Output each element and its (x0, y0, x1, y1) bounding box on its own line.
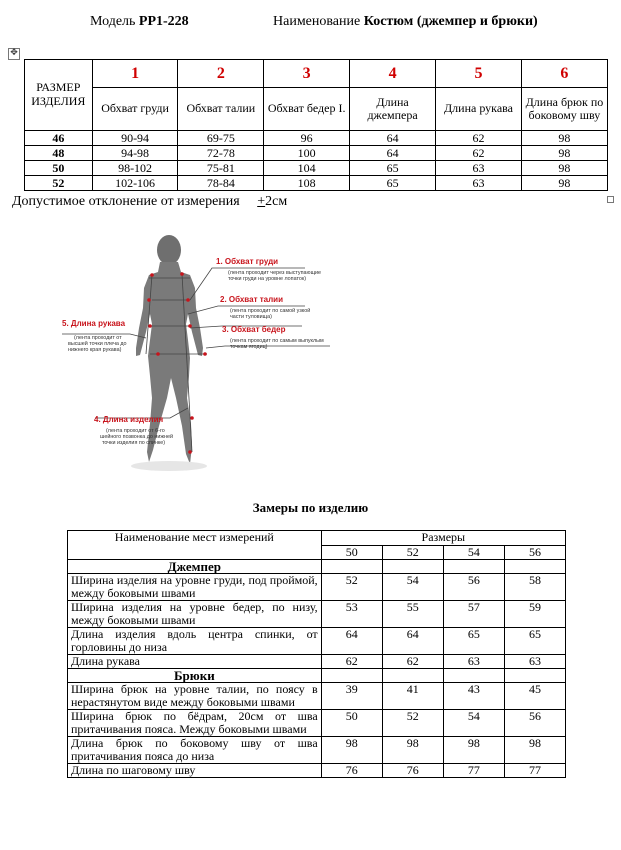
tolerance-text: Допустимое отклонение от измерения (12, 194, 240, 209)
cell: 43 (443, 683, 504, 710)
size-table (24, 59, 608, 191)
cell: 77 (443, 764, 504, 778)
col-label-3: Обхват бедер I. (264, 88, 350, 131)
cell: 98-102 (92, 161, 178, 176)
cell: 64 (321, 628, 382, 655)
col-label-4: Длина джемпера (350, 88, 436, 131)
cell: 62 (321, 655, 382, 669)
label-waist-desc: (лента проходит по самой узкой (230, 308, 311, 314)
label-chest-desc: (лента проходит через выступающие (228, 270, 322, 276)
cell: 56 (443, 574, 504, 601)
measure-lines (62, 268, 330, 452)
cell: 62 (436, 131, 522, 146)
cell: 63 (436, 161, 522, 176)
cell: 104 (264, 161, 350, 176)
size-col: 54 (443, 545, 504, 560)
label-hips-title: 3. Обхват бедер (222, 325, 286, 334)
cell: 45 (504, 683, 565, 710)
cell: 64 (350, 131, 436, 146)
tolerance-value: 2см (265, 194, 288, 209)
col-label-2: Обхват талии (178, 88, 264, 131)
cell: 62 (436, 146, 522, 161)
group-jumper: Джемпер (68, 560, 322, 574)
cell: 63 (436, 176, 522, 191)
table-row (68, 710, 566, 737)
table-row (25, 176, 608, 191)
table-row (25, 161, 608, 176)
table-row (25, 131, 608, 146)
tolerance-note (12, 194, 287, 210)
size-header: РАЗМЕР ИЗДЕЛИЯ (25, 60, 93, 131)
row-label: Длина изделия вдоль центра спинки, от горловины до низа (68, 628, 322, 655)
label-waist-title: 2. Обхват талии (220, 295, 283, 304)
cell: 65 (504, 628, 565, 655)
model-value: PP1-228 (138, 14, 189, 29)
label-sleeve-title: 5. Длина рукава (62, 319, 126, 328)
cell: 65 (443, 628, 504, 655)
col-num-2: 2 (178, 60, 264, 88)
cell: 98 (521, 131, 607, 146)
col-num-3: 3 (264, 60, 350, 88)
col-label-1: Обхват груди (92, 88, 178, 131)
cell: 69-75 (178, 131, 264, 146)
cell: 76 (321, 764, 382, 778)
cell: 76 (382, 764, 443, 778)
measurement-figure (40, 228, 340, 490)
cell: 56 (504, 710, 565, 737)
cell: 52 (382, 710, 443, 737)
measurements-title: Замеры по изделию (252, 500, 369, 515)
label-waist (220, 295, 310, 320)
col-num-1: 1 (92, 60, 178, 88)
table-row (68, 764, 566, 778)
group-trousers: Брюки (68, 669, 322, 683)
cell: 94-98 (92, 146, 178, 161)
cell: 108 (264, 176, 350, 191)
cell: 41 (382, 683, 443, 710)
cell: 90-94 (92, 131, 178, 146)
cell: 98 (321, 737, 382, 764)
cell: 57 (443, 601, 504, 628)
col-num-5: 5 (436, 60, 522, 88)
table-row (68, 655, 566, 669)
cell: 98 (382, 737, 443, 764)
cell: 98 (521, 146, 607, 161)
floor-shadow (131, 461, 207, 471)
row-size: 48 (25, 146, 93, 161)
cell: 98 (443, 737, 504, 764)
label-length (94, 415, 173, 446)
table-resize-handle[interactable] (607, 196, 614, 203)
label-hips-desc: точкам ягодиц) (230, 344, 268, 350)
cell: 62 (382, 655, 443, 669)
cell: 98 (521, 161, 607, 176)
row-label: Длина брюк по боковому шву от шва притачивания пояса до низа (68, 737, 322, 764)
row-size: 50 (25, 161, 93, 176)
cell: 78-84 (178, 176, 264, 191)
model-heading (90, 14, 189, 30)
label-chest (216, 257, 321, 282)
name-value: Костюм (джемпер и брюки) (363, 14, 538, 29)
table-row (68, 574, 566, 601)
label-length-desc: шейного позвонка до нижней (100, 434, 173, 440)
label-length-title: 4. Длина изделия (94, 415, 164, 424)
cell: 100 (264, 146, 350, 161)
cell: 96 (264, 131, 350, 146)
label-chest-title: 1. Обхват груди (216, 257, 279, 266)
cell: 52 (321, 574, 382, 601)
label-length-desc: (лента проходит от 6-го (106, 428, 165, 434)
row-label: Ширина изделия на уровне груди, под проймой, между боковыми швами (68, 574, 322, 601)
col-label-6: Длина брюк по боковому шву (521, 88, 607, 131)
cell: 39 (321, 683, 382, 710)
cell: 64 (350, 146, 436, 161)
table-row (25, 146, 608, 161)
cell: 54 (382, 574, 443, 601)
cell: 102-106 (92, 176, 178, 191)
row-size: 52 (25, 176, 93, 191)
cell: 50 (321, 710, 382, 737)
name-label: Наименование (273, 14, 361, 29)
cell: 65 (350, 176, 436, 191)
row-label: Длина рукава (68, 655, 322, 669)
size-col: 52 (382, 545, 443, 560)
cell: 72-78 (178, 146, 264, 161)
col-label-5: Длина рукава (436, 88, 522, 131)
name-heading (273, 14, 538, 30)
row-size: 46 (25, 131, 93, 146)
label-sleeve-desc: нижнего края рукава) (68, 347, 122, 353)
cell: 63 (443, 655, 504, 669)
label-length-desc: точки изделия по спинке) (102, 440, 166, 446)
cell: 59 (504, 601, 565, 628)
label-sleeve-desc: (лента проходит от (74, 335, 122, 341)
table-row (68, 737, 566, 764)
col-num-6: 6 (521, 60, 607, 88)
size-col: 50 (321, 545, 382, 560)
label-waist-desc: части туловища) (230, 314, 272, 320)
size-col: 56 (504, 545, 565, 560)
table-move-handle-icon[interactable]: ✥ (8, 48, 20, 60)
measurements-table (67, 530, 566, 778)
cell: 77 (504, 764, 565, 778)
place-header: Наименование мест измерений (68, 531, 322, 560)
table-row (68, 628, 566, 655)
label-sleeve-desc: высшей точки плеча до (68, 341, 127, 347)
cell: 54 (443, 710, 504, 737)
cell: 55 (382, 601, 443, 628)
row-label: Длина по шаговому шву (68, 764, 322, 778)
tolerance-pm: + (257, 194, 266, 209)
row-label: Ширина брюк на уровне талии, по поясу в нерастянутом виде между боковыми швами (68, 683, 322, 710)
col-num-4: 4 (350, 60, 436, 88)
cell: 98 (504, 737, 565, 764)
cell: 53 (321, 601, 382, 628)
row-label: Ширина брюк по бёдрам, 20см от шва притачивания пояса. Между боковыми швами (68, 710, 322, 737)
cell: 65 (350, 161, 436, 176)
table-row (68, 601, 566, 628)
label-sleeve (62, 319, 127, 353)
label-hips-desc: (лента проходит по самым выпуклым (230, 338, 324, 344)
cell: 58 (504, 574, 565, 601)
row-label: Ширина изделия на уровне бедер, по низу, между боковыми швами (68, 601, 322, 628)
table-row (68, 683, 566, 710)
cell: 63 (504, 655, 565, 669)
label-chest-desc: точки груди на уровне лопаток) (228, 276, 307, 282)
cell: 64 (382, 628, 443, 655)
model-label: Модель (90, 14, 136, 29)
cell: 98 (521, 176, 607, 191)
cell: 75-81 (178, 161, 264, 176)
sizes-header: Размеры (321, 531, 565, 546)
